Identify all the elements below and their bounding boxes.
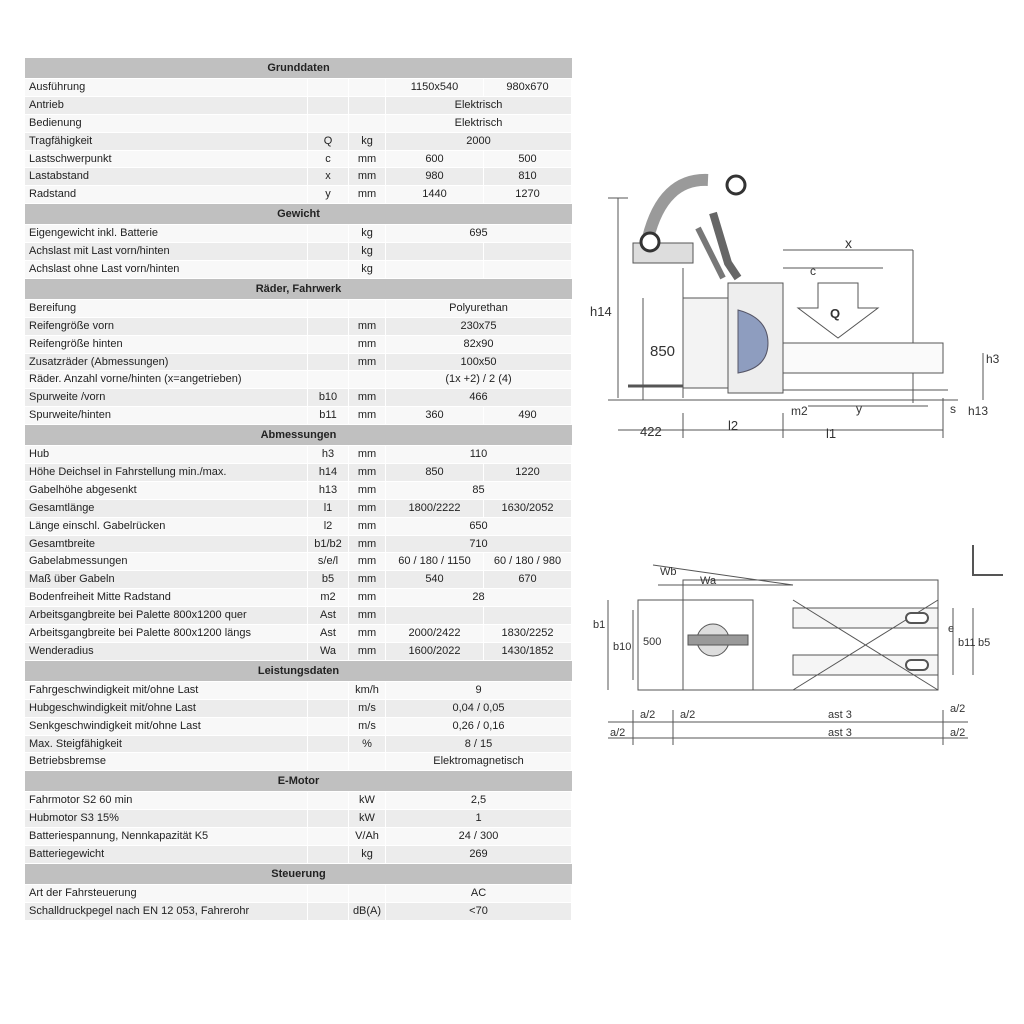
dim-l1: l1 [826,426,837,441]
dim-850: 850 [650,343,676,360]
row-label: Lastabstand [25,168,308,186]
row-symbol [308,682,349,700]
dim-a2-right: a/2 [950,703,966,715]
row-label: Art der Fahrsteuerung [25,885,308,903]
row-value: 269 [386,846,572,864]
dim-ast3-bottom: ast 3 [828,727,852,739]
row-value-2: 1220 [484,464,572,482]
row-label: Bodenfreiheit Mitte Radstand [25,589,308,607]
row-value-1: 600 [386,151,484,169]
row-symbol [308,225,349,243]
section-header: Grunddaten [25,58,572,79]
section-body [25,885,572,921]
row-label: Batteriegewicht [25,846,308,864]
section-header: Leistungsdaten [25,661,572,682]
row-value-1: 540 [386,571,484,589]
dim-x: x [845,235,852,251]
row-symbol: x [308,168,349,186]
row-symbol: h13 [308,482,349,500]
row-symbol: y [308,186,349,204]
dim-500: 500 [643,636,662,648]
dim-422: 422 [640,424,662,439]
table-row [25,261,572,279]
table-row [25,682,572,700]
dim-h14: h14 [590,304,612,319]
row-label: Reifengröße vorn [25,318,308,336]
row-symbol [308,736,349,754]
table-row [25,97,572,115]
row-value-1: 1150x540 [386,79,484,97]
row-value-2 [484,243,572,261]
row-symbol [308,261,349,279]
row-value: 0,26 / 0,16 [386,718,572,736]
row-value-1: 60 / 180 / 1150 [386,553,484,571]
dim-wa: Wa [700,575,717,587]
table-row [25,225,572,243]
dim-a2-low-right: a/2 [950,727,966,739]
row-symbol: b11 [308,407,349,425]
row-unit: mm [349,536,386,554]
row-symbol [308,846,349,864]
row-value-1: 2000/2422 [386,625,484,643]
table-row [25,133,572,151]
row-value: 0,04 / 0,05 [386,700,572,718]
row-unit: dB(A) [349,903,386,921]
row-label: Bedienung [25,115,308,133]
table-row [25,500,572,518]
table-row [25,354,572,372]
top-view-drawing [588,540,1013,760]
row-symbol [308,792,349,810]
row-unit: kW [349,810,386,828]
row-symbol: m2 [308,589,349,607]
row-label: Schalldruckpegel nach EN 12 053, Fahrerohr [25,903,308,921]
table-row [25,389,572,407]
table-row [25,625,572,643]
table-row [25,115,572,133]
row-symbol: h3 [308,446,349,464]
row-unit: mm [349,643,386,661]
row-label: Tragfähigkeit [25,133,308,151]
row-unit: mm [349,518,386,536]
row-label: Arbeitsgangbreite bei Palette 800x1200 längs [25,625,308,643]
row-value: AC [386,885,572,903]
dim-wb: Wb [660,566,677,578]
section-header: E-Motor [25,771,572,792]
row-value-2 [484,607,572,625]
section-header: Räder, Fahrwerk [25,279,572,300]
row-label: Fahrgeschwindigkeit mit/ohne Last [25,682,308,700]
table-row [25,753,572,771]
row-symbol [308,371,349,389]
row-value: 8 / 15 [386,736,572,754]
row-label: Bereifung [25,300,308,318]
row-symbol [308,700,349,718]
row-value-2: 670 [484,571,572,589]
row-symbol: b5 [308,571,349,589]
row-value: 85 [386,482,572,500]
dim-y: y [856,402,862,416]
row-value-2: 1430/1852 [484,643,572,661]
row-unit: mm [349,336,386,354]
row-unit: kg [349,261,386,279]
row-value-1: 360 [386,407,484,425]
row-unit: kg [349,846,386,864]
row-label: Eigengewicht inkl. Batterie [25,225,308,243]
row-unit: kg [349,243,386,261]
row-label: Spurweite/hinten [25,407,308,425]
row-value-2: 500 [484,151,572,169]
table-row [25,571,572,589]
row-label: Hubgeschwindigkeit mit/ohne Last [25,700,308,718]
table-row [25,846,572,864]
row-symbol [308,903,349,921]
row-unit [349,371,386,389]
section-header: Gewicht [25,204,572,225]
row-label: Länge einschl. Gabelrücken [25,518,308,536]
row-value-2: 980x670 [484,79,572,97]
dim-a2-left: a/2 [640,709,656,721]
section-header: Steuerung [25,864,572,885]
row-value-2: 1630/2052 [484,500,572,518]
row-unit [349,79,386,97]
row-value-1: 980 [386,168,484,186]
row-label: Batteriespannung, Nennkapazität K5 [25,828,308,846]
row-symbol [308,753,349,771]
dim-h13: h13 [968,404,989,418]
row-symbol: s/e/l [308,553,349,571]
row-symbol [308,97,349,115]
row-value-2: 810 [484,168,572,186]
row-label: Wenderadius [25,643,308,661]
row-unit: mm [349,318,386,336]
row-unit: mm [349,151,386,169]
row-value: Polyurethan [386,300,572,318]
dim-a2-low-left: a/2 [610,727,626,739]
row-symbol [308,718,349,736]
row-label: Höhe Deichsel in Fahrstellung min./max. [25,464,308,482]
row-value: 695 [386,225,572,243]
row-symbol [308,243,349,261]
row-value-2: 1270 [484,186,572,204]
row-value-1: 1800/2222 [386,500,484,518]
row-unit: V/Ah [349,828,386,846]
dim-b5: b5 [978,637,991,649]
row-unit: mm [349,500,386,518]
dim-s: s [950,402,956,416]
side-view-drawing [588,168,1013,448]
row-symbol: b10 [308,389,349,407]
table-row [25,607,572,625]
row-unit: mm [349,553,386,571]
row-value: 9 [386,682,572,700]
table-row [25,643,572,661]
dim-c: c [810,264,816,278]
table-row [25,464,572,482]
row-value: Elektrisch [386,97,572,115]
row-symbol: Q [308,133,349,151]
row-symbol: l1 [308,500,349,518]
row-value: 650 [386,518,572,536]
table-row [25,828,572,846]
dim-ast3-top: ast 3 [828,709,852,721]
table-row [25,536,572,554]
row-label: Max. Steigfähigkeit [25,736,308,754]
row-unit: mm [349,625,386,643]
row-symbol [308,115,349,133]
row-label: Räder. Anzahl vorne/hinten (x=angetrieben) [25,371,308,389]
table-row [25,243,572,261]
row-value-1 [386,607,484,625]
row-unit: % [349,736,386,754]
row-unit: mm [349,354,386,372]
row-unit: m/s [349,718,386,736]
row-value: 2,5 [386,792,572,810]
row-label: Zusatzräder (Abmessungen) [25,354,308,372]
row-label: Radstand [25,186,308,204]
row-unit: mm [349,589,386,607]
row-label: Reifengröße hinten [25,336,308,354]
row-symbol [308,828,349,846]
section-body [25,792,572,864]
table-row [25,718,572,736]
row-symbol: Wa [308,643,349,661]
row-unit: mm [349,607,386,625]
table-row [25,79,572,97]
row-symbol: h14 [308,464,349,482]
dim-b10: b10 [613,641,632,653]
spec-table [25,58,572,921]
section-body [25,225,572,279]
row-symbol: Ast [308,607,349,625]
row-value-1 [386,261,484,279]
row-symbol [308,336,349,354]
row-value: 466 [386,389,572,407]
section-header: Abmessungen [25,425,572,446]
row-unit: mm [349,407,386,425]
row-unit [349,97,386,115]
table-row [25,168,572,186]
table-row [25,186,572,204]
row-unit: mm [349,186,386,204]
row-unit: km/h [349,682,386,700]
row-unit: mm [349,482,386,500]
row-value: 1 [386,810,572,828]
row-label: Ausführung [25,79,308,97]
section-body [25,446,572,661]
row-value-2 [484,261,572,279]
dim-b11: b11 [958,637,976,649]
row-symbol: l2 [308,518,349,536]
row-unit [349,115,386,133]
row-unit: kW [349,792,386,810]
row-value-1: 1440 [386,186,484,204]
row-symbol [308,318,349,336]
row-value: 82x90 [386,336,572,354]
load-q: Q [830,306,841,321]
row-unit: mm [349,168,386,186]
table-row [25,553,572,571]
table-row [25,482,572,500]
table-row [25,810,572,828]
row-value-1 [386,243,484,261]
row-value: 100x50 [386,354,572,372]
row-value: Elektromagnetisch [386,753,572,771]
dim-e: e [948,623,955,635]
section-body [25,682,572,771]
row-label: Senkgeschwindigkeit mit/ohne Last [25,718,308,736]
row-label: Antrieb [25,97,308,115]
table-row [25,300,572,318]
row-unit [349,753,386,771]
row-value: 2000 [386,133,572,151]
row-label: Maß über Gabeln [25,571,308,589]
row-value-1: 850 [386,464,484,482]
table-row [25,318,572,336]
row-symbol: b1/b2 [308,536,349,554]
section-body [25,300,572,425]
row-value: 230x75 [386,318,572,336]
section-body [25,79,572,204]
row-value: Elektrisch [386,115,572,133]
row-label: Achslast ohne Last vorn/hinten [25,261,308,279]
row-value: 24 / 300 [386,828,572,846]
row-label: Gesamtlänge [25,500,308,518]
row-label: Spurweite /vorn [25,389,308,407]
row-value: <70 [386,903,572,921]
row-label: Achslast mit Last vorn/hinten [25,243,308,261]
row-value: 110 [386,446,572,464]
row-value: 28 [386,589,572,607]
table-row [25,736,572,754]
row-unit: mm [349,389,386,407]
row-value: (1x +2) / 2 (4) [386,371,572,389]
table-row [25,792,572,810]
row-value-2: 1830/2252 [484,625,572,643]
row-value: 710 [386,536,572,554]
row-label: Hubmotor S3 15% [25,810,308,828]
row-unit: m/s [349,700,386,718]
row-symbol: c [308,151,349,169]
row-value-2: 490 [484,407,572,425]
table-row [25,518,572,536]
dim-a2-mid: a/2 [680,709,696,721]
row-label: Arbeitsgangbreite bei Palette 800x1200 quer [25,607,308,625]
row-label: Betriebsbremse [25,753,308,771]
row-label: Gabelhöhe abgesenkt [25,482,308,500]
row-value-2: 60 / 180 / 980 [484,553,572,571]
row-symbol [308,79,349,97]
row-symbol [308,300,349,318]
table-row [25,885,572,903]
row-unit [349,885,386,903]
table-row [25,903,572,921]
table-row [25,407,572,425]
table-row [25,336,572,354]
table-row [25,151,572,169]
dim-l2: l2 [728,418,739,433]
row-unit: kg [349,133,386,151]
row-label: Gabelabmessungen [25,553,308,571]
row-symbol [308,354,349,372]
row-label: Hub [25,446,308,464]
row-symbol [308,885,349,903]
dim-m2: m2 [791,404,808,418]
table-row [25,700,572,718]
row-label: Fahrmotor S2 60 min [25,792,308,810]
table-row [25,589,572,607]
row-value-1: 1600/2022 [386,643,484,661]
row-unit: mm [349,446,386,464]
row-unit: mm [349,571,386,589]
row-symbol [308,810,349,828]
table-row [25,446,572,464]
table-row [25,371,572,389]
row-unit [349,300,386,318]
row-label: Gesamtbreite [25,536,308,554]
row-unit: kg [349,225,386,243]
row-label: Lastschwerpunkt [25,151,308,169]
dim-b1: b1 [593,619,606,631]
row-unit: mm [349,464,386,482]
dim-h3: h3 [986,352,1000,366]
row-symbol: Ast [308,625,349,643]
